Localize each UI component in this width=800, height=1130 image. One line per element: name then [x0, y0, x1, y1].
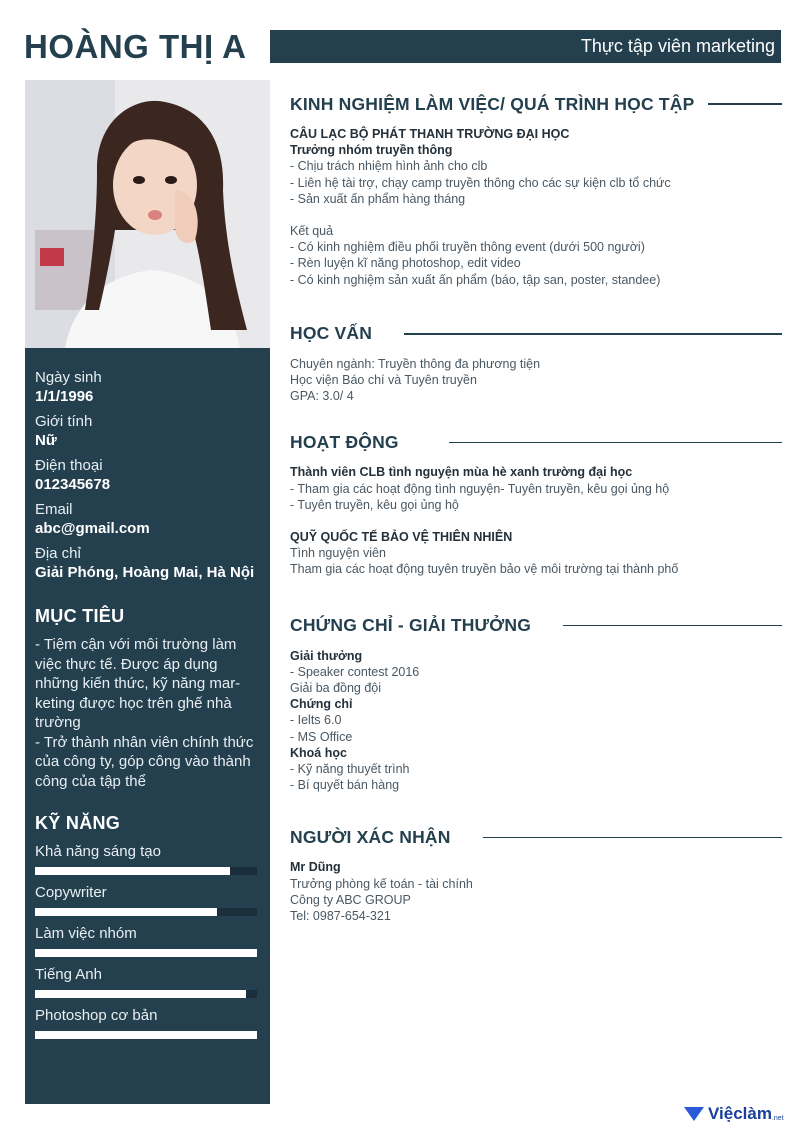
- experience-org: CÂU LẠC BỘ PHÁT THANH TRƯỜNG ĐẠI HỌC: [290, 127, 570, 141]
- reference-name: Mr Dũng: [290, 860, 341, 875]
- skill-item: [35, 842, 263, 875]
- duty-item: - Liên hệ tài trợ, chạy camp truyền thông cho các sự kiện clb tổ chức: [290, 175, 671, 190]
- logo-brand: Việclàm: [708, 1104, 772, 1123]
- education-header: [290, 322, 782, 346]
- reference-section: [290, 825, 782, 924]
- certificates-section: [290, 614, 782, 794]
- candidate-name: HOÀNG THỊ A: [24, 28, 247, 65]
- skill-name: Tiếng Anh: [35, 966, 102, 983]
- activities-section: [290, 430, 782, 577]
- address-label: Địa chỉ: [35, 545, 81, 562]
- birthdate-label: Ngày sinh: [35, 369, 102, 386]
- objective-text: - Tiệm cận với môi trường làm việc thực tế. Được áp dụng những kiến thức, kỹ năng mar-keting được học trên ghế nhà trường - Trở thành nhân viên chính thức của công ty, góp công vào thành công của tập thể: [35, 636, 254, 790]
- phone-label: Điện thoại: [35, 457, 103, 474]
- duty-item: - Sản xuất ấn phẩm hàng tháng: [290, 191, 466, 206]
- certificates-header: [290, 614, 782, 638]
- skill-bar-fill: [35, 908, 217, 916]
- divider-line: [483, 837, 782, 839]
- activities-header: [290, 430, 782, 454]
- reference-line: Công ty ABC GROUP: [290, 892, 411, 907]
- education-line: GPA: 3.0/ 4: [290, 389, 354, 404]
- results-label: Kết quả: [290, 224, 334, 239]
- logo-tld: .net: [771, 1114, 784, 1122]
- profile-photo: [25, 80, 270, 348]
- reference-header: [290, 825, 782, 849]
- certs-label: Chứng chỉ: [290, 697, 353, 712]
- activities-heading: HOẠT ĐỘNG: [290, 431, 399, 452]
- main-content: [290, 92, 782, 924]
- skill-item: [35, 1006, 263, 1039]
- experience-section: [290, 92, 782, 288]
- skill-bar-fill: [35, 949, 257, 957]
- skills-heading: KỸ NĂNG: [35, 813, 121, 833]
- divider-line: [708, 103, 782, 105]
- address-value: Giải Phóng, Hoàng Mai, Hà Nội: [35, 564, 255, 581]
- personal-info: [35, 368, 263, 582]
- gender-value: Nữ: [35, 432, 57, 449]
- reference-heading: NGƯỜI XÁC NHẬN: [290, 826, 451, 847]
- divider-line: [563, 625, 782, 627]
- award-item: Giải ba đồng đội: [290, 681, 382, 696]
- position-title: Thực tập viên marketing: [580, 36, 775, 56]
- skill-bar: [35, 1031, 257, 1039]
- skill-bar: [35, 867, 257, 875]
- email-value: abc@gmail.com: [35, 520, 150, 537]
- skill-bar-fill: [35, 867, 230, 875]
- skill-name: Khả năng sáng tạo: [35, 843, 161, 860]
- skill-name: Làm việc nhóm: [35, 925, 137, 942]
- education-line: Chuyên ngành: Truyền thông đa phương tiện: [290, 356, 541, 371]
- cert-item: - Ielts 6.0: [290, 713, 342, 728]
- result-item: - Có kinh nghiệm sản xuất ấn phẩm (báo, tập san, poster, standee): [290, 272, 661, 287]
- divider-line: [404, 333, 782, 335]
- courses-label: Khoá học: [290, 745, 347, 760]
- education-line: Học viện Báo chí và Tuyên truyền: [290, 373, 477, 388]
- experience-header: [290, 92, 782, 116]
- sidebar: [25, 80, 270, 1104]
- divider-line: [449, 442, 782, 444]
- activity-title: Thành viên CLB tình nguyện mùa hè xanh trường đại học: [290, 465, 633, 480]
- objective-heading: MỤC TIÊU: [35, 606, 125, 626]
- birthdate-value: 1/1/1996: [35, 388, 94, 405]
- skill-bar-fill: [35, 1031, 257, 1039]
- activity-line: Tham gia các hoạt động tuyên truyền bảo vệ môi trường tại thành phố: [290, 562, 679, 577]
- gender-label: Giới tính: [35, 413, 93, 430]
- position-banner: [270, 30, 781, 63]
- course-item: - Bí quyết bán hàng: [290, 778, 400, 793]
- experience-role: Trưởng nhóm truyền thông: [290, 143, 453, 158]
- duty-item: - Chịu trách nhiệm hình ảnh cho clb: [290, 159, 488, 174]
- skill-bar-fill: [35, 990, 246, 998]
- email-label: Email: [35, 501, 73, 518]
- result-item: - Rèn luyện kĩ năng photoshop, edit video: [290, 256, 521, 271]
- phone-value: 012345678: [35, 476, 111, 493]
- logo-icon: [684, 1107, 704, 1121]
- vieclam-logo: [684, 1104, 784, 1124]
- awards-label: Giải thưởng: [290, 648, 363, 663]
- experience-heading: KINH NGHIỆM LÀM VIỆC/ QUÁ TRÌNH HỌC TẬP: [290, 93, 695, 114]
- skill-item: [35, 924, 263, 957]
- skill-name: Photoshop cơ bản: [35, 1007, 158, 1024]
- activity-line: Tình nguyện viên: [290, 546, 386, 561]
- reference-line: Trưởng phòng kế toán - tài chính: [290, 876, 473, 891]
- sidebar-content: [35, 368, 263, 1039]
- skill-item: [35, 883, 263, 916]
- education-section: [290, 322, 782, 405]
- result-item: - Có kinh nghiệm điều phối truyền thông event (dưới 500 người): [290, 240, 645, 255]
- activity-title: QUỸ QUỐC TẾ BẢO VỆ THIÊN NHIÊN: [290, 530, 513, 545]
- certificates-heading: CHỨNG CHỈ - GIẢI THƯỞNG: [290, 615, 532, 636]
- skill-bar: [35, 949, 257, 957]
- skill-bar: [35, 908, 257, 916]
- award-item: - Speaker contest 2016: [290, 664, 420, 679]
- skills-list: [35, 842, 263, 1039]
- education-heading: HỌC VẤN: [290, 323, 373, 344]
- skill-item: [35, 965, 263, 998]
- activity-line: - Tuyên truyền, kêu gọi ủng hộ: [290, 497, 459, 512]
- reference-line: Tel: 0987-654-321: [290, 909, 391, 924]
- course-item: - Kỹ năng thuyết trình: [290, 762, 410, 777]
- activity-line: - Tham gia các hoạt động tình nguyện- Tuyên truyền, kêu gọi ủng hộ: [290, 481, 670, 496]
- skill-bar: [35, 990, 257, 998]
- cert-item: - MS Office: [290, 729, 353, 744]
- skill-name: Copywriter: [35, 884, 107, 901]
